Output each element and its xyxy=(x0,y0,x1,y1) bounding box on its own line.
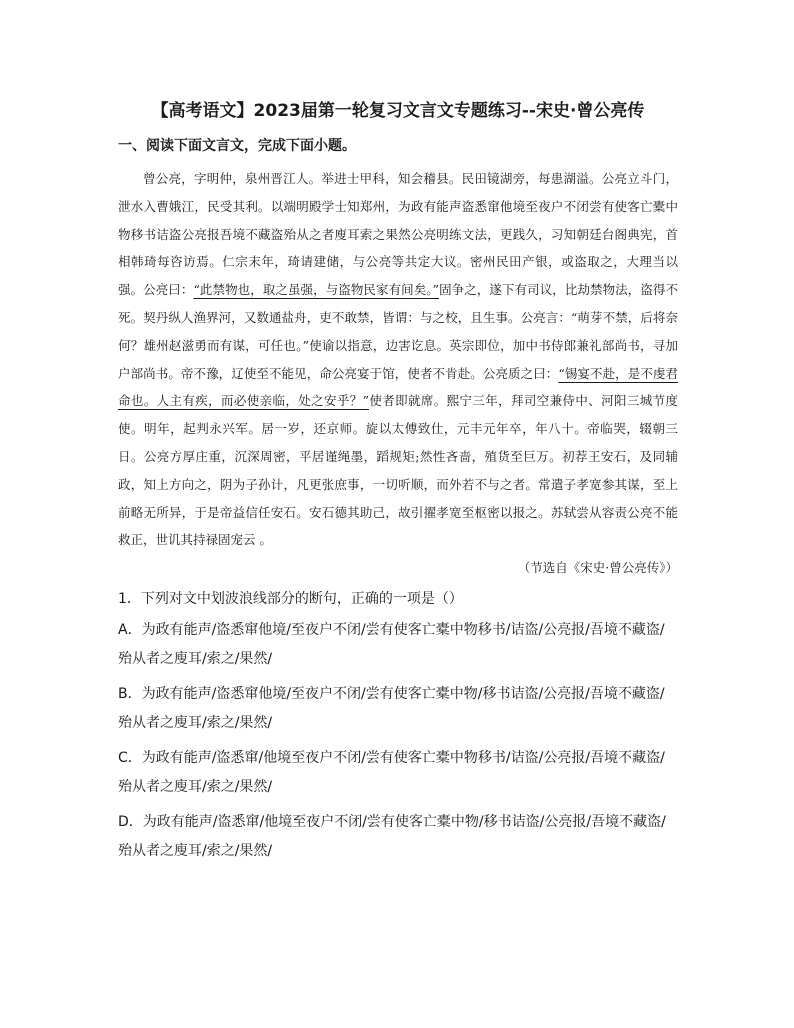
document-title: 【高考语文】2023届第一轮复习文言文专题练习--宋史·曾公亮传 xyxy=(151,101,645,121)
option-c: C．为政有能声/盗悉窜/他境至夜户不闭/尝有使客亡橐中物移书/诘盗/公亮报/吾境不藏盗/殆从者之廋耳/索之/果然/ xyxy=(118,750,665,796)
passage-part-1: 曾公亮，字明仲，泉州晋江人。举进士甲科，知会稽县。民田镜湖旁，每患湖溢。公亮立斗门，泄水入曹娥江，民受其利。以端明殿学士知郑州，为政有能声盗悉窜他境至夜户不闭尝有使客亡橐中物移书诘盗公亮报吾境不藏盗殆从之者廋耳索之果然公亮明练文法，更践久，习知朝廷台阁典宪，首相韩琦每咨访焉。仁宗末年，琦请建储，与公亮等共定大议。密州民田产银，或盗取之，大理当以强。公亮曰： xyxy=(118,171,678,298)
option-a: A．为政有能声/盗悉窜他境/至夜户不闭/尝有使客亡橐中物移书/诘盗/公亮报/吾境不藏盗/殆从者之廋耳/索之/果然/ xyxy=(118,622,665,668)
underlined-quote-1: “此禁物也，取之虽强，与盗物民家有间矣。” xyxy=(193,282,440,298)
passage-part-3: 使者即就席。熙宁三年，拜司空兼侍中、河阳三城节度使。明年，起判永兴军。居一岁，还京师。旋以太傅致仕，元丰元年卒，年八十。帝临哭，辍朝三日。公亮方厚庄重，沉深周密，平居谨绳墨，蹈规矩;然性吝啬，殖货至巨万。初荐王安石，及同辅政，知上方向之，阴为子孙计，凡更张庶事，一切听顺，而外若不与之者。常遣子孝宽参其谋，至上前略无所异，于是帝益信任安石。安石德其助己，故引擢孝宽至枢密以报之。苏轼尝从容责公亮不能救正，世讥其持禄固宠云 。 xyxy=(118,393,678,548)
passage-text xyxy=(118,165,678,554)
option-b: B．为政有能声/盗悉窜他境/至夜户不闭/尝有使客亡橐中物/移书诘盗/公亮报/吾境不藏盗/殆从者之廋耳/索之/果然/ xyxy=(118,686,665,732)
underlined-quote-2: “锡宴不赴，是不虔君命也。人主有疾，而必使亲临，处之安乎？” xyxy=(118,365,678,409)
section-heading: 一、阅读下面文言文，完成下面小题。 xyxy=(118,138,356,154)
option-d: D．为政有能声/盗悉窜/他境至夜户不闭/尝有使客亡橐中物/移书诘盗/公亮报/吾境不藏盗/殆从者之廋耳/索之/果然/ xyxy=(118,814,666,860)
document-page xyxy=(118,96,678,872)
source-citation: （节选自《宋史·曾公亮传》） xyxy=(517,560,678,576)
question-1: 1．下列对文中划波浪线部分的断句，正确的一项是（） xyxy=(118,591,463,608)
passage-part-2: 固争之，遂下有司议，比劫禁物法，盗得不死。契丹纵人渔界河，又数通盐舟，吏不敢禁，皆谓：与之校，且生事。公亮言：“萌芽不禁，后将奈何？雄州赵滋勇而有谋，可任也。”使谕以指意，边害讫息。英宗即位，加中书侍郎兼礼部尚书，寻加户部尚书。帝不豫，辽使至不能见，命公亮宴于馆，使者不肯赴。公亮质之曰： xyxy=(118,282,678,381)
